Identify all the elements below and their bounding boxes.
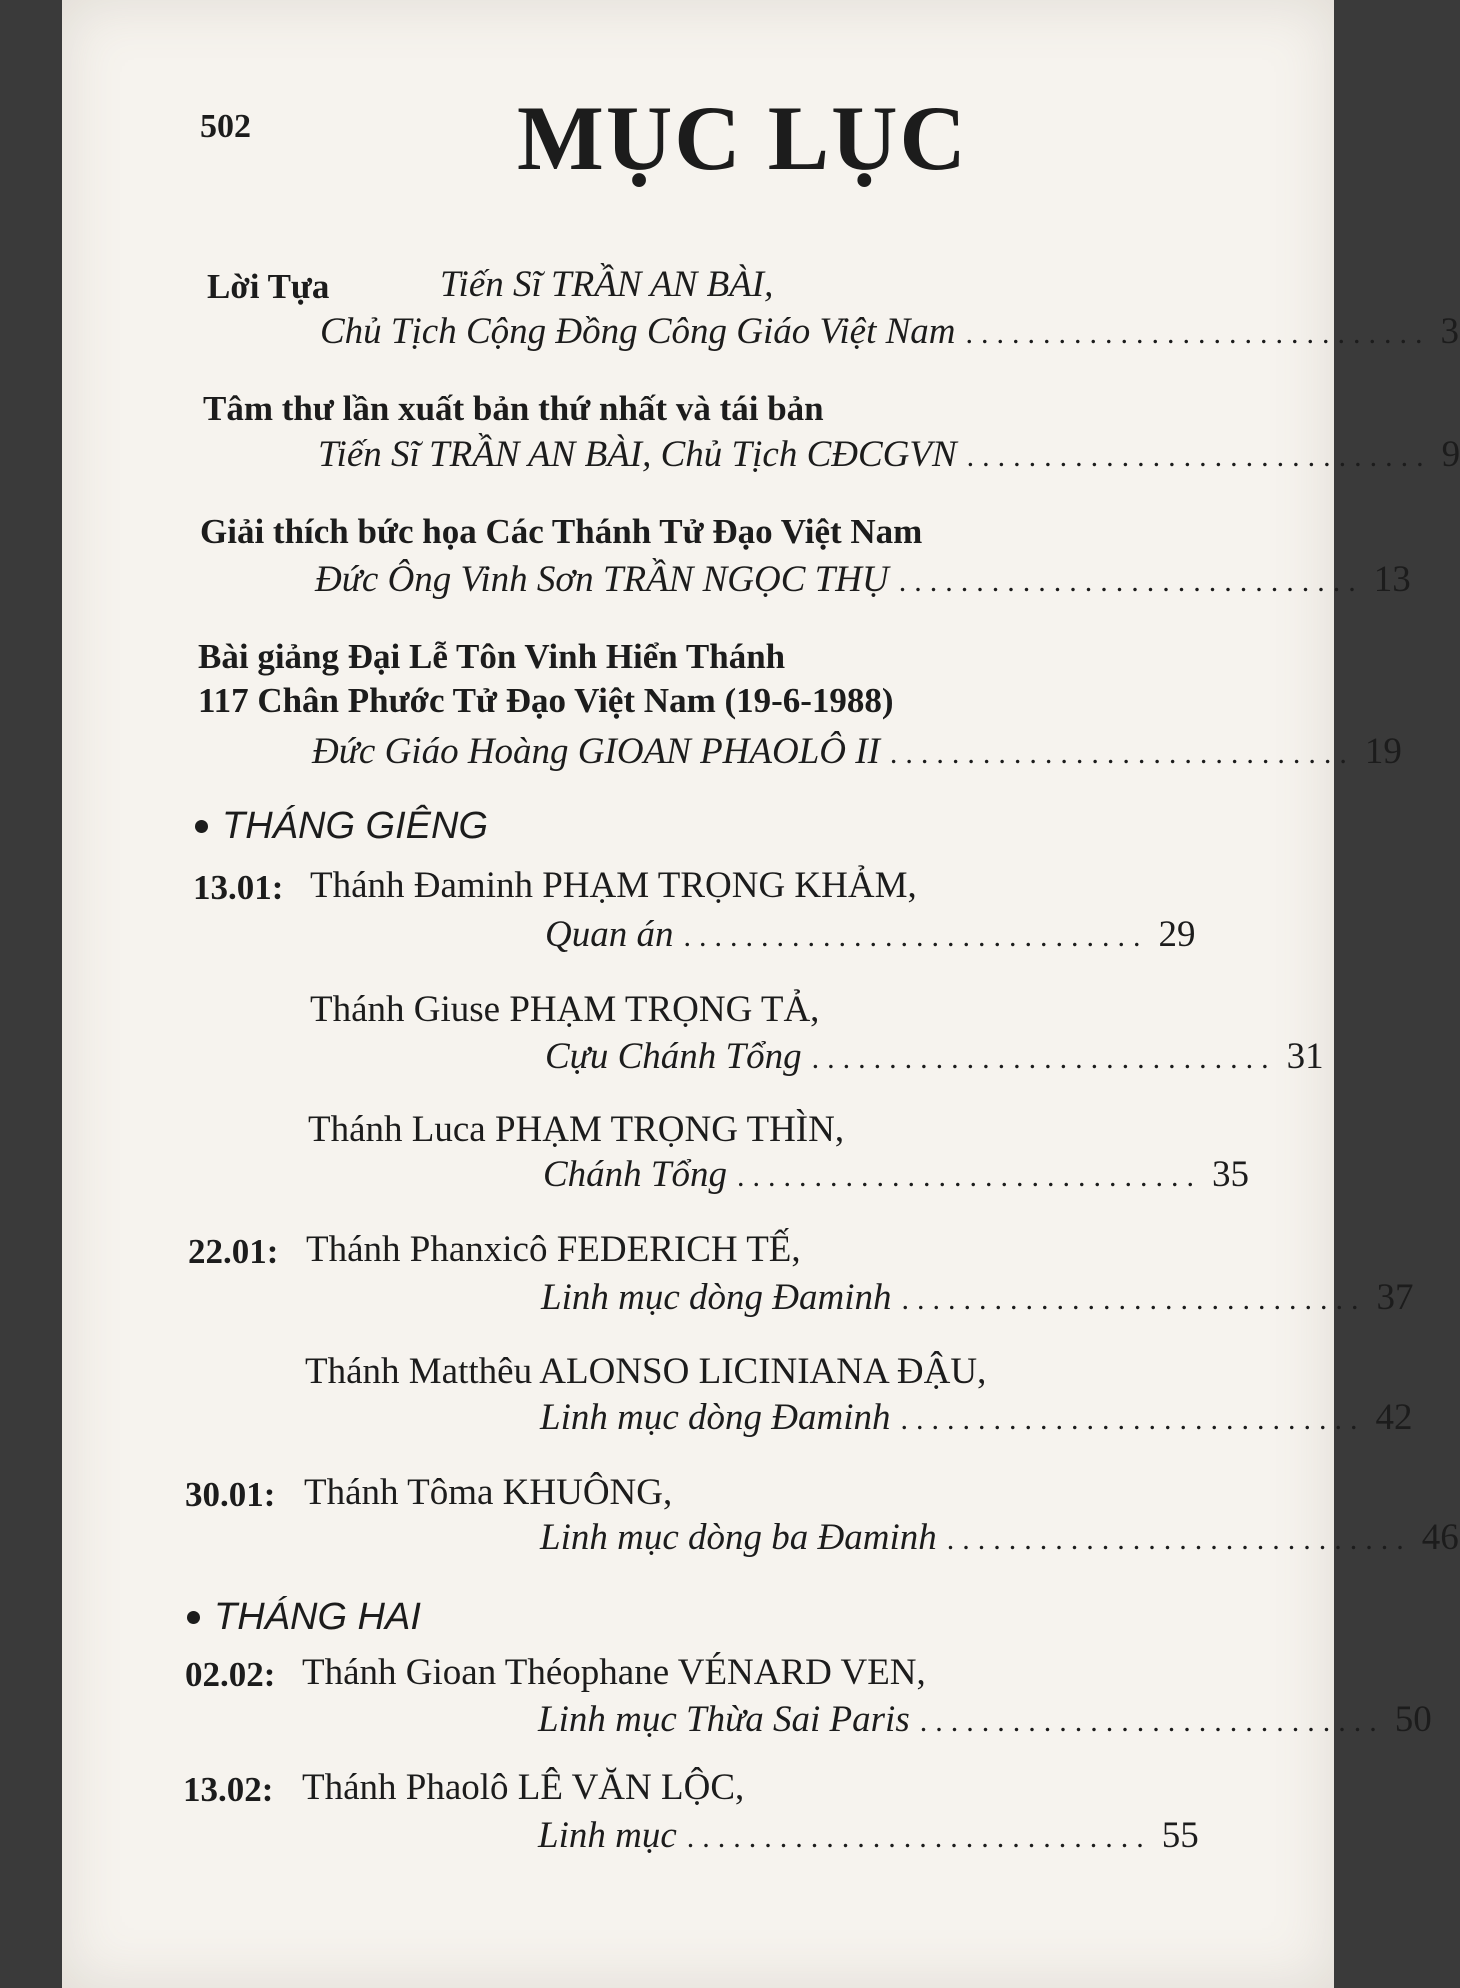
leader-dots: .............................. bbox=[898, 565, 1364, 598]
toc-entry-jan-2 bbox=[545, 1036, 1324, 1078]
entry-role: Cựu Chánh Tổng bbox=[545, 1036, 802, 1077]
front-heading-homily: Bài giảng Đại Lễ Tôn Vinh Hiển Thánh bbox=[198, 637, 786, 676]
bullet-icon bbox=[187, 1611, 200, 1624]
leader-dots: .............................. bbox=[919, 1705, 1385, 1738]
toc-entry-page: 35 bbox=[1212, 1154, 1250, 1195]
leader-dots: .............................. bbox=[737, 1160, 1203, 1193]
toc-entry-homily bbox=[312, 731, 1402, 773]
leader-dots: .............................. bbox=[901, 1283, 1367, 1316]
toc-entry-author: Đức Ông Vinh Sơn TRẦN NGỌC THỤ bbox=[315, 559, 889, 600]
front-heading-author-preface: Tiến Sĩ TRẦN AN BÀI, bbox=[440, 264, 774, 305]
leader-dots: .............................. bbox=[946, 1523, 1412, 1556]
entry-role: Quan án bbox=[545, 914, 674, 955]
entry-date: 13.01: bbox=[193, 868, 284, 907]
entry-saint: Thánh Tôma KHUÔNG, bbox=[304, 1472, 673, 1513]
entry-date: 30.01: bbox=[185, 1475, 276, 1514]
toc-entry-page: 13 bbox=[1373, 559, 1411, 600]
entry-role: Linh mục Thừa Sai Paris bbox=[538, 1699, 910, 1740]
front-heading-painting: Giải thích bức họa Các Thánh Tử Đạo Việt Nam bbox=[200, 512, 923, 551]
toc-entry-author: Đức Giáo Hoàng GIOAN PHAOLÔ II bbox=[312, 731, 880, 772]
month-heading-february bbox=[187, 1596, 421, 1639]
entry-saint: Thánh Phaolô LÊ VĂN LỘC, bbox=[302, 1767, 745, 1808]
entry-role: Linh mục dòng ba Đaminh bbox=[540, 1517, 937, 1558]
toc-entry-jan-3 bbox=[543, 1154, 1250, 1196]
leader-dots: .............................. bbox=[900, 1403, 1366, 1436]
entry-saint: Thánh Gioan Théophane VÉNARD VEN, bbox=[302, 1652, 926, 1693]
entry-saint: Thánh Luca PHẠM TRỌNG THÌN, bbox=[308, 1109, 845, 1150]
leader-dots: .............................. bbox=[683, 920, 1149, 953]
toc-entry-page: 55 bbox=[1161, 1815, 1199, 1856]
toc-entry-author: Tiến Sĩ TRẦN AN BÀI, Chủ Tịch CĐCGVN bbox=[318, 434, 957, 475]
entry-date: 13.02: bbox=[183, 1770, 274, 1809]
toc-entry-jan-4 bbox=[541, 1277, 1414, 1319]
leader-dots: .............................. bbox=[889, 737, 1355, 770]
toc-entry-page: 29 bbox=[1158, 914, 1196, 955]
entry-role: Linh mục dòng Đaminh bbox=[541, 1277, 892, 1318]
toc-entry-page: 42 bbox=[1375, 1397, 1413, 1438]
page-number: 502 bbox=[200, 108, 251, 145]
front-heading-preface: Lời Tựa bbox=[207, 267, 330, 306]
front-heading-homily-line2: 117 Chân Phước Tử Đạo Việt Nam (19-6-1988) bbox=[198, 681, 894, 720]
entry-saint: Thánh Matthêu ALONSO LICINIANA ĐẬU, bbox=[305, 1351, 987, 1392]
entry-saint: Thánh Phanxicô FEDERICH TẾ, bbox=[306, 1229, 801, 1270]
toc-entry-page: 3 bbox=[1440, 311, 1460, 352]
leader-dots: .............................. bbox=[966, 440, 1432, 473]
toc-entry-page: 9 bbox=[1441, 434, 1460, 475]
entry-saint: Thánh Giuse PHẠM TRỌNG TẢ, bbox=[310, 989, 820, 1030]
entry-role: Linh mục bbox=[538, 1815, 677, 1856]
month-name: THÁNG GIÊNG bbox=[222, 805, 489, 847]
toc-entry-feb-2 bbox=[538, 1815, 1199, 1857]
toc-entry-author: Chủ Tịch Cộng Đồng Công Giáo Việt Nam bbox=[320, 311, 956, 352]
entry-role: Linh mục dòng Đaminh bbox=[540, 1397, 891, 1438]
toc-entry-page: 31 bbox=[1286, 1036, 1324, 1077]
month-heading-january bbox=[195, 805, 488, 848]
toc-entry-page: 50 bbox=[1394, 1699, 1432, 1740]
month-name: THÁNG HAI bbox=[214, 1596, 421, 1638]
toc-entry-letter bbox=[318, 434, 1460, 476]
toc-entry-feb-1 bbox=[538, 1699, 1432, 1741]
toc-entry-page: 46 bbox=[1421, 1517, 1459, 1558]
toc-entry-jan-1 bbox=[545, 914, 1196, 956]
toc-entry-jan-5 bbox=[540, 1397, 1413, 1439]
leader-dots: .............................. bbox=[686, 1821, 1152, 1854]
entry-saint: Thánh Đaminh PHẠM TRỌNG KHẢM, bbox=[310, 865, 917, 906]
entry-date: 02.02: bbox=[185, 1655, 276, 1694]
toc-entry-page: 19 bbox=[1364, 731, 1402, 772]
entry-role: Chánh Tổng bbox=[543, 1154, 728, 1195]
toc-entry-preface bbox=[320, 311, 1460, 353]
toc-entry-page: 37 bbox=[1376, 1277, 1414, 1318]
front-heading-letter: Tâm thư lần xuất bản thứ nhất và tái bản bbox=[203, 389, 824, 428]
bullet-icon bbox=[195, 820, 208, 833]
leader-dots: .............................. bbox=[965, 317, 1431, 350]
toc-entry-painting bbox=[315, 559, 1411, 601]
leader-dots: .............................. bbox=[811, 1042, 1277, 1075]
entry-date: 22.01: bbox=[188, 1232, 279, 1271]
toc-entry-jan-6 bbox=[540, 1517, 1459, 1559]
page-title: MỤC LỤC bbox=[517, 87, 968, 189]
